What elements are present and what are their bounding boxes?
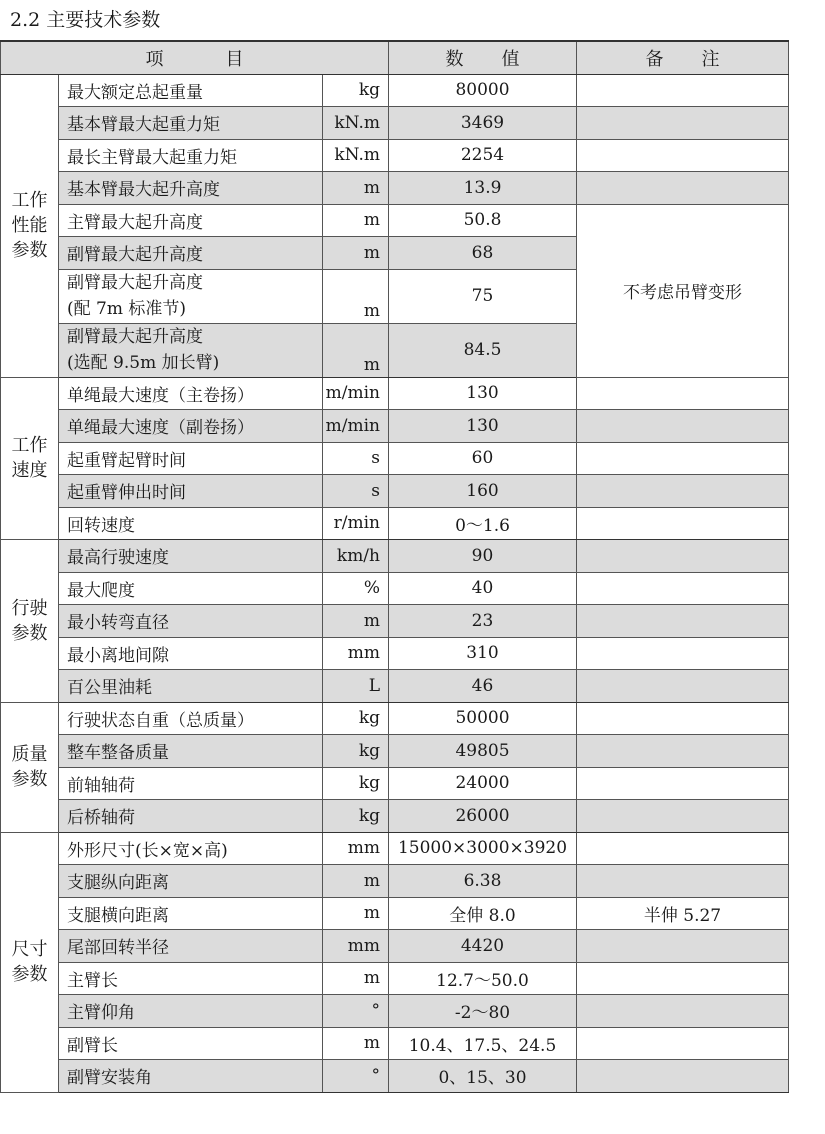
- group-label: [1, 832, 59, 1092]
- param-name: [59, 410, 323, 443]
- table-row: [1, 540, 789, 573]
- param-unit: kg: [323, 74, 389, 107]
- param-note: [577, 572, 789, 605]
- table-row: [1, 410, 789, 443]
- param-value: 4420: [389, 930, 577, 963]
- table-row: [1, 995, 789, 1028]
- param-name-subtext: (选配 9.5m 加长臂): [67, 353, 220, 373]
- group-label-line: 工作: [11, 190, 48, 211]
- param-note: [577, 605, 789, 638]
- param-name-text: 副臂长: [67, 1035, 118, 1056]
- param-note: [577, 865, 789, 898]
- param-name-text: 起重臂起臂时间: [67, 450, 186, 471]
- param-value: 130: [389, 410, 577, 443]
- group-label-line: 工作: [11, 435, 48, 457]
- table-row: [1, 930, 789, 963]
- param-value: 310: [389, 637, 577, 670]
- table-row: [1, 572, 789, 605]
- param-value: 49805: [389, 735, 577, 768]
- param-unit: L: [323, 670, 389, 703]
- param-unit: s: [323, 442, 389, 475]
- param-unit: m: [323, 172, 389, 205]
- table-row: [1, 475, 789, 508]
- param-value: 10.4、17.5、24.5: [389, 1027, 577, 1060]
- param-unit: m: [323, 269, 389, 323]
- param-unit: m: [323, 605, 389, 638]
- param-unit: kg: [323, 735, 389, 768]
- param-unit: m: [323, 897, 389, 930]
- table-row: [1, 507, 789, 540]
- param-name: [59, 74, 323, 107]
- param-note: [577, 637, 789, 670]
- param-name: [59, 572, 323, 605]
- param-value: 6.38: [389, 865, 577, 898]
- param-note: [577, 930, 789, 963]
- param-value: 68: [389, 237, 577, 270]
- param-note: 半伸 5.27: [577, 897, 789, 930]
- param-name-text: 支腿纵向距离: [67, 873, 169, 894]
- param-name-subtext: (配 7m 标准节): [67, 299, 187, 319]
- param-unit: mm: [323, 637, 389, 670]
- table-row: [1, 74, 789, 107]
- param-name-text: 百公里油耗: [67, 678, 152, 699]
- table-row: [1, 800, 789, 833]
- param-note: [577, 1060, 789, 1093]
- param-value: 23: [389, 605, 577, 638]
- param-unit: m: [323, 1027, 389, 1060]
- param-value: -2～80: [389, 995, 577, 1028]
- group-label-line: 性能: [11, 215, 48, 236]
- param-unit: m: [323, 865, 389, 898]
- param-name-text: 最大爬度: [67, 580, 135, 601]
- param-name-text: 基本臂最大起重力矩: [67, 115, 220, 136]
- param-value: 0～1.6: [389, 507, 577, 540]
- table-row: [1, 1060, 789, 1093]
- param-name: [59, 865, 323, 898]
- technical-parameters-table: [0, 40, 789, 1093]
- table-row: [1, 377, 789, 410]
- param-note: [577, 172, 789, 205]
- param-note: [577, 670, 789, 703]
- param-note: [577, 800, 789, 833]
- table-row: [1, 1027, 789, 1060]
- param-name: [59, 269, 323, 323]
- group-label: [1, 540, 59, 703]
- param-name-text: 最小转弯直径: [67, 613, 169, 634]
- param-name-text: 最小离地间隙: [67, 645, 169, 666]
- param-value: 40: [389, 572, 577, 605]
- group-label-line: 参数: [11, 769, 48, 790]
- param-value: 26000: [389, 800, 577, 833]
- param-name: [59, 670, 323, 703]
- param-value: 50000: [389, 702, 577, 735]
- table-row: [1, 139, 789, 172]
- param-name: [59, 962, 323, 995]
- param-note: [577, 377, 789, 410]
- param-value: 15000×3000×3920: [389, 832, 577, 865]
- param-name-text: 外形尺寸(长×宽×高): [67, 840, 228, 861]
- group-label-line: 参数: [11, 622, 48, 644]
- param-value: 160: [389, 475, 577, 508]
- table-body: [1, 74, 789, 1092]
- param-value: 24000: [389, 767, 577, 800]
- param-name: [59, 442, 323, 475]
- param-name-text: 主臂仰角: [67, 1003, 135, 1024]
- group-label-line: 速度: [11, 460, 48, 482]
- param-name: [59, 995, 323, 1028]
- param-name: [59, 800, 323, 833]
- param-name: [59, 767, 323, 800]
- param-unit: kN.m: [323, 139, 389, 172]
- param-note: [577, 107, 789, 140]
- param-name-text: 尾部回转半径: [67, 938, 169, 959]
- param-value: 0、15、30: [389, 1060, 577, 1093]
- table-row: [1, 735, 789, 768]
- param-unit: mm: [323, 832, 389, 865]
- param-note: [577, 962, 789, 995]
- table-row: [1, 865, 789, 898]
- param-note: [577, 507, 789, 540]
- group-label-line: 参数: [11, 240, 48, 261]
- param-name-text: 回转速度: [67, 515, 135, 536]
- param-note: [577, 442, 789, 475]
- param-name: [59, 507, 323, 540]
- table-row: [1, 107, 789, 140]
- param-value: 75: [389, 269, 577, 323]
- param-name-text: 起重臂伸出时间: [67, 483, 186, 504]
- param-unit: m: [323, 204, 389, 237]
- param-value: 80000: [389, 74, 577, 107]
- table-row: [1, 172, 789, 205]
- param-note: [577, 767, 789, 800]
- param-value: 90: [389, 540, 577, 573]
- param-unit: km/h: [323, 540, 389, 573]
- param-name: [59, 605, 323, 638]
- param-name-text: 最高行驶速度: [67, 548, 169, 569]
- param-unit: m: [323, 323, 389, 377]
- param-name-text: 单绳最大速度（副卷扬）: [67, 418, 254, 439]
- param-unit: °: [323, 995, 389, 1028]
- param-unit: m: [323, 237, 389, 270]
- param-note: 不考虑吊臂变形: [577, 204, 789, 377]
- param-name: [59, 237, 323, 270]
- param-unit: kg: [323, 800, 389, 833]
- param-note: [577, 475, 789, 508]
- table-row: [1, 670, 789, 703]
- param-name-text: 行驶状态自重（总质量）: [67, 710, 254, 731]
- group-label-line: 尺寸: [11, 939, 48, 960]
- param-name: [59, 107, 323, 140]
- param-value: 全伸 8.0: [389, 897, 577, 930]
- param-name: [59, 139, 323, 172]
- param-name: [59, 637, 323, 670]
- param-note: [577, 410, 789, 443]
- param-unit: mm: [323, 930, 389, 963]
- param-name: [59, 897, 323, 930]
- param-name-text: 后桥轴荷: [67, 808, 135, 829]
- group-label: [1, 702, 59, 832]
- param-name-text: 主臂最大起升高度: [67, 212, 203, 233]
- param-note: [577, 735, 789, 768]
- param-unit: m: [323, 962, 389, 995]
- param-unit: kg: [323, 702, 389, 735]
- param-name-text: 整车整备质量: [67, 743, 169, 764]
- table-row: [1, 204, 789, 237]
- param-unit: s: [323, 475, 389, 508]
- table-row: [1, 897, 789, 930]
- table-row: [1, 767, 789, 800]
- param-name-text: 主臂长: [67, 970, 118, 991]
- param-name-text: 副臂最大起升高度: [67, 327, 203, 347]
- param-name: [59, 172, 323, 205]
- param-note: [577, 832, 789, 865]
- param-value: 3469: [389, 107, 577, 140]
- param-name-text: 最大额定总起重量: [67, 82, 203, 103]
- group-label: [1, 377, 59, 540]
- param-unit: °: [323, 1060, 389, 1093]
- param-name: [59, 930, 323, 963]
- param-name: [59, 204, 323, 237]
- table-row: [1, 637, 789, 670]
- header-value: 数 值: [389, 41, 577, 74]
- table-row: [1, 832, 789, 865]
- param-note: [577, 540, 789, 573]
- param-name-text: 支腿横向距离: [67, 905, 169, 926]
- param-unit: %: [323, 572, 389, 605]
- header-note: 备 注: [577, 41, 789, 74]
- table-row: [1, 702, 789, 735]
- param-name: [59, 702, 323, 735]
- param-name: [59, 1027, 323, 1060]
- param-unit: m/min: [323, 410, 389, 443]
- param-note: [577, 1027, 789, 1060]
- param-name-text: 单绳最大速度（主卷扬）: [67, 385, 254, 406]
- param-name-text: 副臂最大起升高度: [67, 273, 203, 293]
- param-unit: kN.m: [323, 107, 389, 140]
- param-name-text: 最长主臂最大起重力矩: [67, 147, 237, 168]
- param-value: 12.7～50.0: [389, 962, 577, 995]
- param-unit: r/min: [323, 507, 389, 540]
- param-name-text: 基本臂最大起升高度: [67, 180, 220, 201]
- param-value: 84.5: [389, 323, 577, 377]
- param-note: [577, 139, 789, 172]
- param-name: [59, 832, 323, 865]
- param-value: 50.8: [389, 204, 577, 237]
- param-name: [59, 323, 323, 377]
- param-value: 130: [389, 377, 577, 410]
- param-name: [59, 735, 323, 768]
- group-label: [1, 74, 59, 377]
- table-header-row: [1, 41, 789, 74]
- param-name-text: 前轴轴荷: [67, 775, 135, 796]
- param-name: [59, 540, 323, 573]
- param-name-text: 副臂安装角: [67, 1068, 152, 1089]
- param-value: 2254: [389, 139, 577, 172]
- table-row: [1, 442, 789, 475]
- table-row: [1, 962, 789, 995]
- param-note: [577, 995, 789, 1028]
- group-label-line: 参数: [11, 964, 48, 985]
- section-heading: 2.2 主要技术参数: [10, 9, 161, 31]
- param-name: [59, 377, 323, 410]
- param-note: [577, 74, 789, 107]
- param-value: 46: [389, 670, 577, 703]
- table-row: [1, 605, 789, 638]
- param-name: [59, 1060, 323, 1093]
- param-unit: kg: [323, 767, 389, 800]
- param-unit: m/min: [323, 377, 389, 410]
- param-note: [577, 702, 789, 735]
- group-label-line: 行驶: [11, 597, 48, 619]
- param-value: 13.9: [389, 172, 577, 205]
- param-value: 60: [389, 442, 577, 475]
- param-name-text: 副臂最大起升高度: [67, 245, 203, 266]
- header-item: 项 目: [1, 41, 389, 74]
- param-name: [59, 475, 323, 508]
- group-label-line: 质量: [11, 744, 48, 765]
